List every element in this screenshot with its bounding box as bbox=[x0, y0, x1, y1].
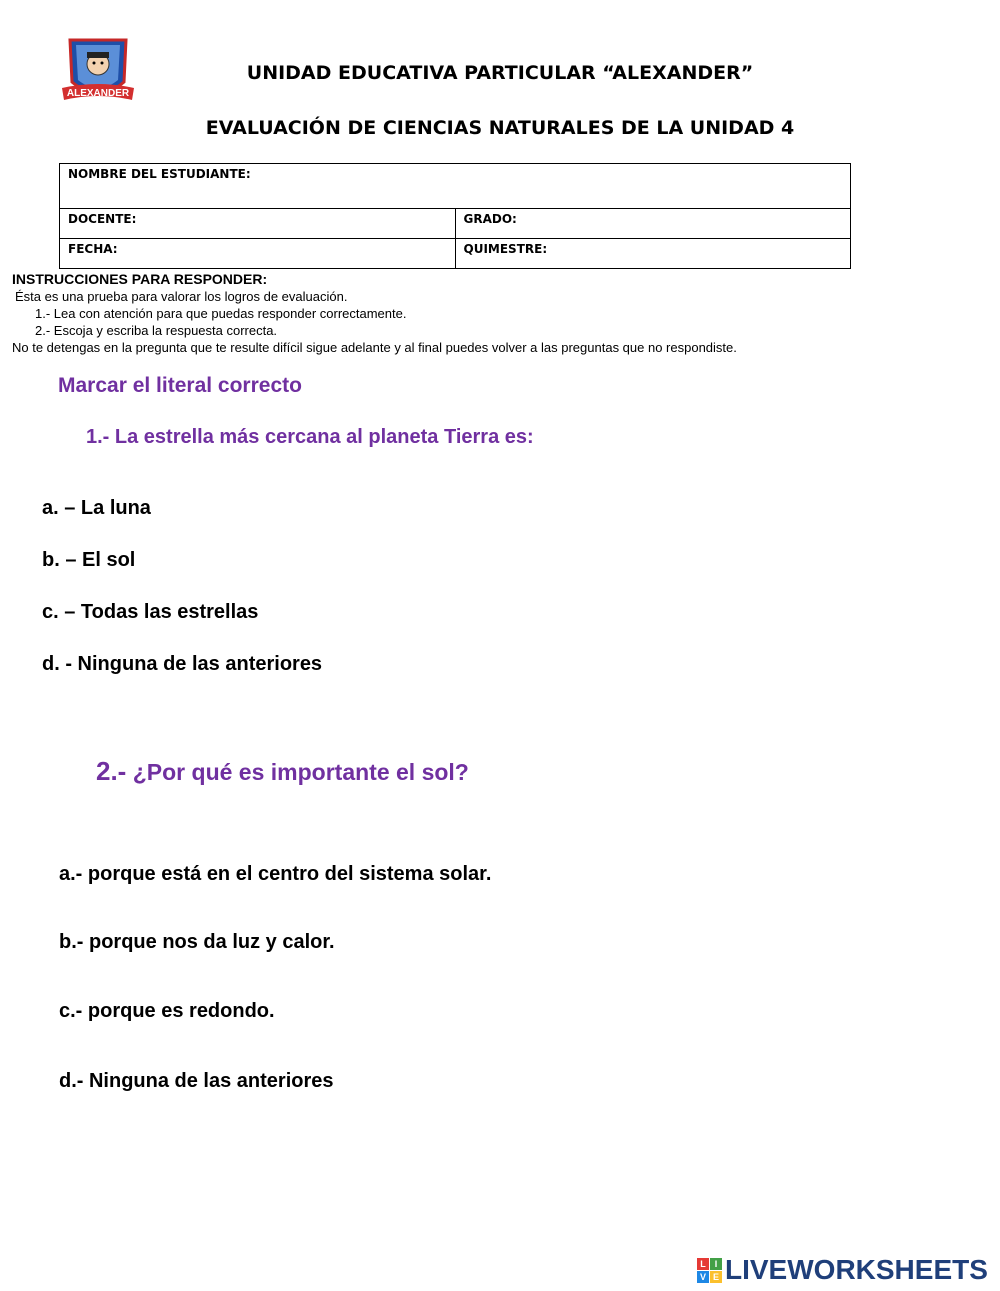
q2-option-d[interactable]: d.- Ninguna de las anteriores bbox=[59, 1070, 334, 1092]
liveworksheets-logo[interactable] bbox=[697, 1255, 988, 1285]
section-title: Marcar el literal correcto bbox=[58, 374, 302, 397]
badge-letter: I bbox=[710, 1258, 722, 1270]
school-name: UNIDAD EDUCATIVA PARTICULAR “ALEXANDER” bbox=[246, 62, 754, 84]
question-1: 1.- La estrella más cercana al planeta Tierra es: bbox=[86, 426, 534, 448]
liveworksheets-brand: LIVEWORKSHEETS bbox=[725, 1254, 988, 1285]
instruction-line: No te detengas en la pregunta que te resulte difícil sigue adelante y al final puedes volver a las preguntas que no respondiste. bbox=[12, 340, 737, 355]
q1-option-b[interactable]: b. – El sol bbox=[42, 549, 136, 571]
grade-field[interactable]: GRADO: bbox=[455, 209, 851, 239]
teacher-field[interactable]: DOCENTE: bbox=[60, 209, 456, 239]
badge-letter: E bbox=[710, 1271, 722, 1283]
instruction-line: Ésta es una prueba para valorar los logros de evaluación. bbox=[15, 289, 348, 304]
question-2 bbox=[96, 756, 469, 787]
question-2-text: ¿Por qué es importante el sol? bbox=[126, 759, 469, 785]
q1-option-a[interactable]: a. – La luna bbox=[42, 497, 151, 519]
q2-option-b[interactable]: b.- porque nos da luz y calor. bbox=[59, 931, 335, 953]
badge-letter: V bbox=[697, 1271, 709, 1283]
question-2-number: 2.- bbox=[96, 756, 127, 786]
term-field[interactable]: QUIMESTRE: bbox=[455, 239, 851, 269]
logo-text: ALEXANDER bbox=[66, 88, 130, 99]
q2-option-c[interactable]: c.- porque es redondo. bbox=[59, 1000, 275, 1022]
q1-option-c[interactable]: c. – Todas las estrellas bbox=[42, 601, 259, 623]
instruction-line: 1.- Lea con atención para que puedas responder correctamente. bbox=[35, 306, 407, 321]
instruction-line: 2.- Escoja y escriba la respuesta correcta. bbox=[35, 323, 278, 338]
date-field[interactable]: FECHA: bbox=[60, 239, 456, 269]
q1-option-d[interactable]: d. - Ninguna de las anteriores bbox=[42, 653, 323, 675]
instructions-title: INSTRUCCIONES PARA RESPONDER: bbox=[12, 271, 268, 287]
liveworksheets-badge-icon bbox=[697, 1258, 722, 1283]
student-info-table bbox=[59, 163, 851, 269]
badge-letter: L bbox=[697, 1258, 709, 1270]
q2-option-a[interactable]: a.- porque está en el centro del sistema solar. bbox=[59, 863, 492, 885]
exam-title: EVALUACIÓN DE CIENCIAS NATURALES DE LA UNIDAD 4 bbox=[205, 117, 795, 139]
student-name-field[interactable]: NOMBRE DEL ESTUDIANTE: bbox=[60, 164, 851, 209]
